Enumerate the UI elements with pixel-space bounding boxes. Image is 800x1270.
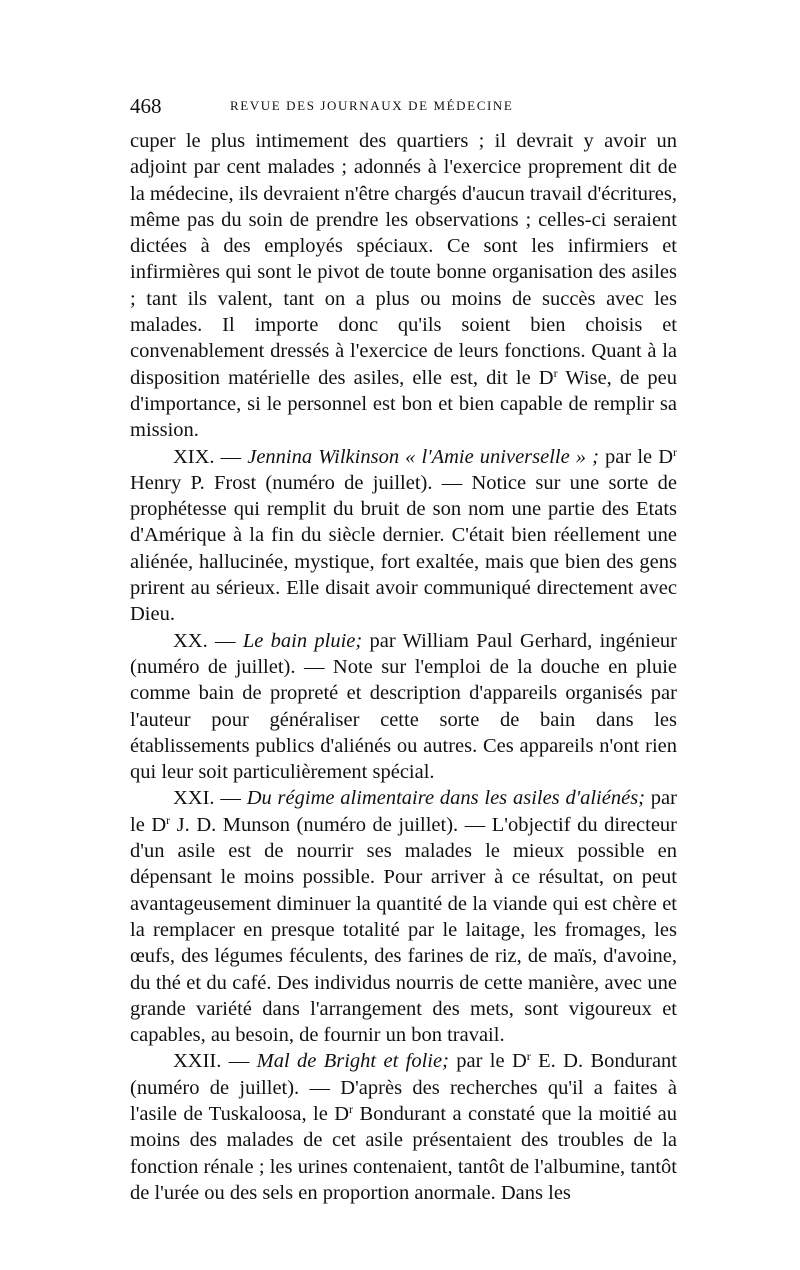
section-title: Jennina Wilkinson « l'Amie universelle » ; xyxy=(247,445,599,468)
section-title: Mal de Bright et folie; xyxy=(256,1050,449,1073)
section-text: Henry P. Frost (numéro de juillet). — Notice sur une sorte de prophétesse qui remplit du bruit de son nom une partie des Etats d'Amérique à la fin du siècle dernier. C'était bien réellement une aliénée, hallucinée, mystique, fort exaltée, mais que bien des gens prirent au sérieux. Elle disait avoir communiqué directement avec Dieu. xyxy=(130,471,677,626)
superscript: r xyxy=(526,1049,531,1064)
superscript: r xyxy=(166,812,171,827)
para-text-end: Wise, de peu d'importance, si le personnel est bon et bien capable de remplir sa mission. xyxy=(130,366,677,442)
section-title: Le bain pluie; xyxy=(242,629,363,652)
page-header xyxy=(130,94,675,124)
section-number: XIX. — xyxy=(173,445,248,468)
section-xix xyxy=(130,444,677,628)
section-title: Du régime alimentaire dans les asiles d'aliénés; xyxy=(246,787,645,810)
page-number: 468 xyxy=(130,94,162,118)
section-text: par le D xyxy=(448,1050,527,1073)
section-text: Bondurant a constaté que la moitié au moins des malades de cet asile présentaient des troubles de la fonction rénale ; les urines contenaient, tantôt de l'albumine, tantôt de l'urée ou des sels en proportion anormale. Dans les xyxy=(130,1102,678,1204)
superscript: r xyxy=(349,1101,354,1116)
para-text: cuper le plus intimement des quartiers ; il devrait y avoir un adjoint par cent malades ; adonnés à l'exercice proprement dit de la médecine, ils devraient n'être chargés d'aucun travail d'écritures, même pas du soin de prendre les observations ; celles-ci seraient dictées à des employés spéciaux. Ce sont les infirmiers et infirmières qui sont le pivot de toute bonne organisation des asiles ; tant ils valent, tant on a plus ou moins de succès avec les malades. Il importe donc qu'ils soient bien choisis et convenablement dressés à l'exercice de leurs fonctions. Quant à la disposition matérielle des asiles, elle est, dit le D xyxy=(130,130,677,389)
paragraph-continuation xyxy=(130,128,677,444)
section-number: XXII. — xyxy=(173,1050,257,1073)
superscript: r xyxy=(553,365,558,380)
section-xxii xyxy=(130,1048,677,1206)
section-text: par le D xyxy=(130,787,677,836)
running-head: REVUE DES JOURNAUX DE MÉDECINE xyxy=(230,98,514,113)
section-number: XXI. — xyxy=(173,787,247,810)
section-text: E. D. Bondurant (numéro de juillet). — D'après des recherches qu'il a faites à l'asile de Tuskaloosa, le D xyxy=(130,1050,677,1125)
section-text: par William Paul Gerhard, ingénieur (numéro de juillet). — Note sur l'emploi de la douche en pluie comme bain de propreté et description d'appareils organisés par l'auteur pour généraliser cette sorte de bain dans les établissements publics d'aliénés ou autres. Ces appareils n'ont rien qui leur soit particulièrement spécial. xyxy=(130,629,678,784)
section-xx xyxy=(130,628,677,786)
section-text: par le D xyxy=(598,445,673,468)
section-xxi xyxy=(130,785,677,1048)
section-number: XX. — xyxy=(173,629,243,652)
superscript: r xyxy=(673,444,677,459)
page-body xyxy=(130,128,677,1206)
section-text: J. D. Munson (numéro de juillet). — L'objectif du directeur d'un asile est de nourrir ses malades le mieux possible en dépensant le moins possible. Pour arriver à ce résultat, on peut avantageusement diminuer la quantité de la viande qui est chère et la remplacer en presque totalité par le laitage, les fromages, les œufs, des légumes féculents, des farines de riz, de maïs, d'avoine, du thé et du café. Des individus nourris de cette manière, avec une grande variété dans l'arrangement des mets, sont vigoureux et capables, au besoin, de fournir un bon travail. xyxy=(130,813,677,1047)
